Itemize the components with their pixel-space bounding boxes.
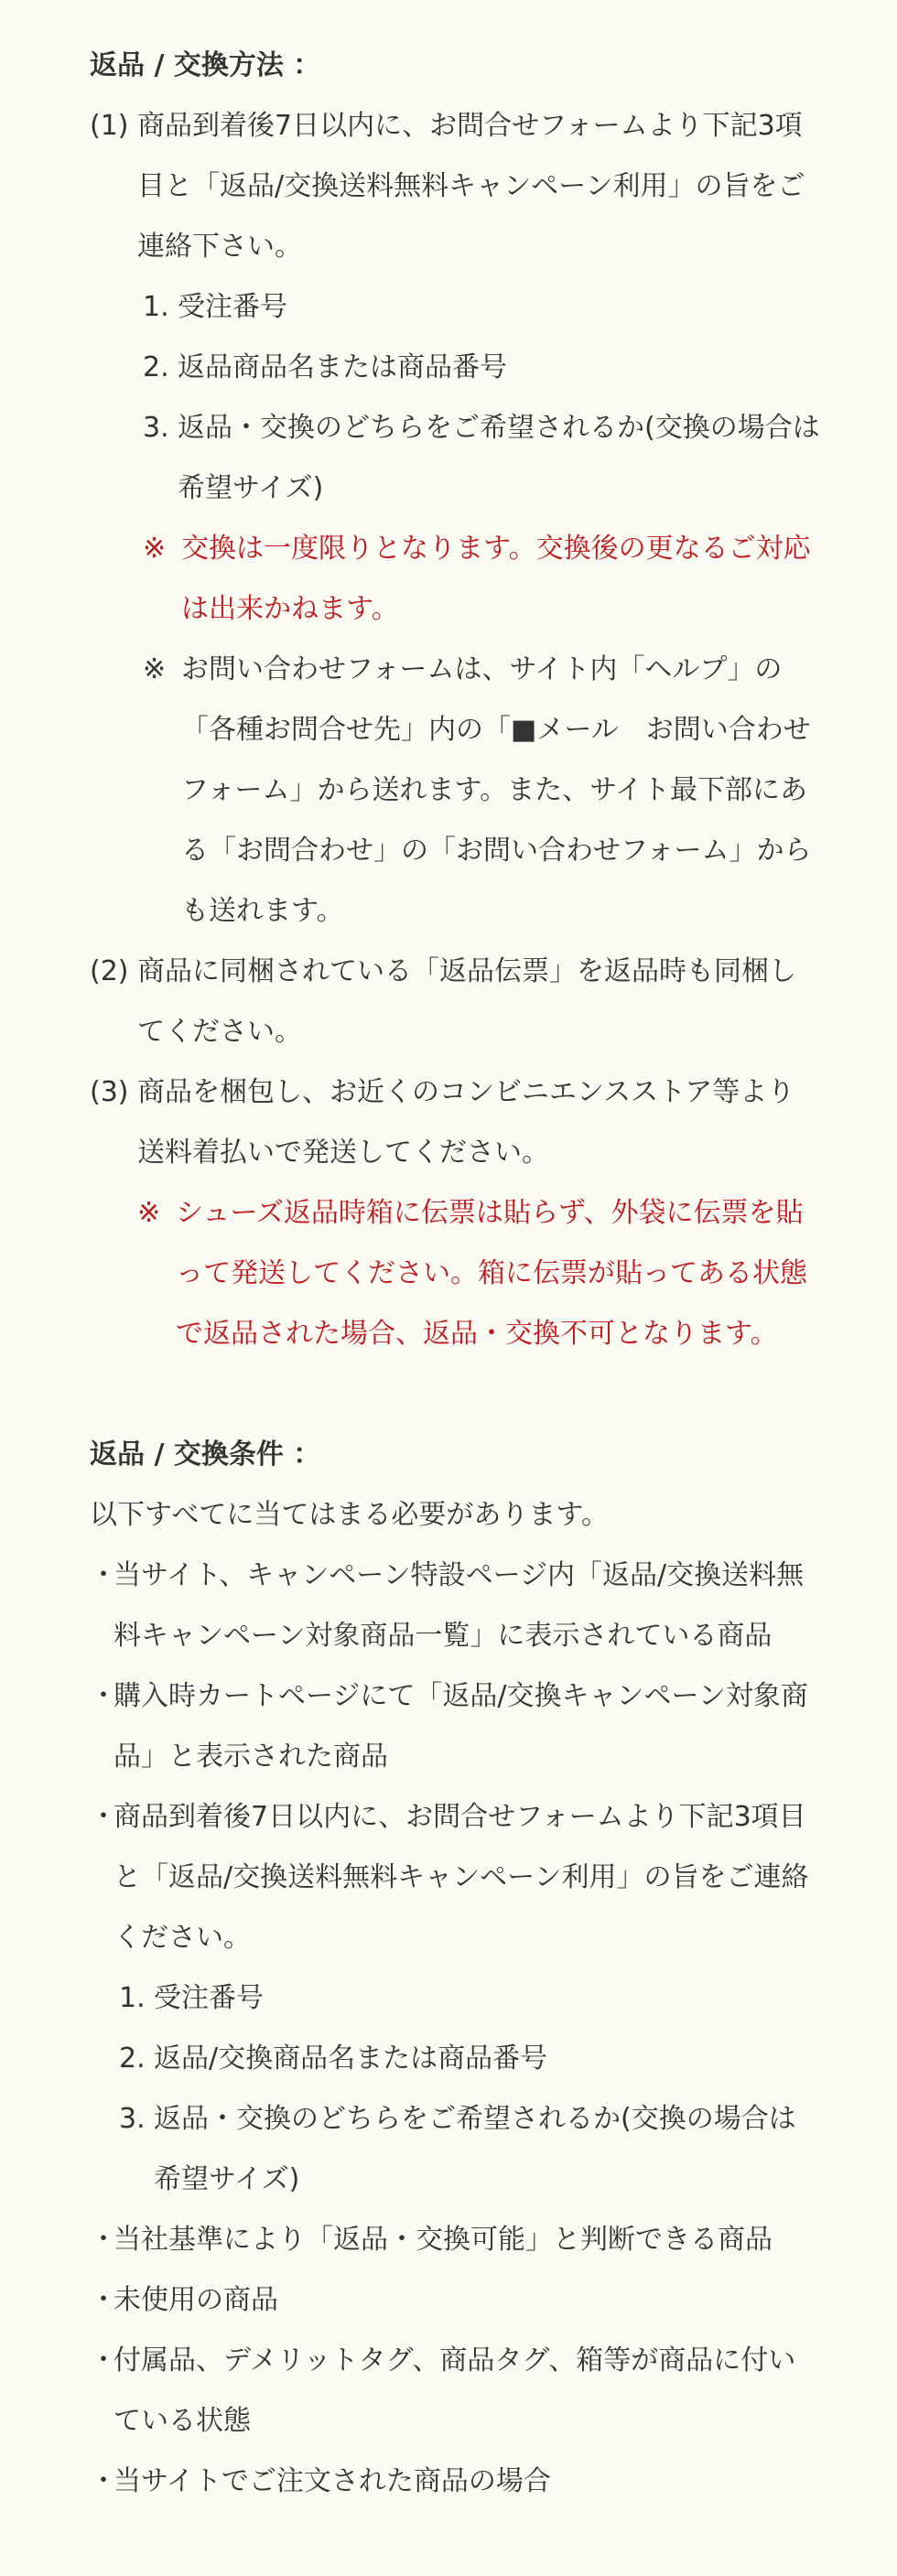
- list-item-text: 返品・交換のどちらをご希望されるか(交換の場合は希望サイズ): [178, 412, 820, 504]
- list-item: [143, 277, 822, 338]
- step-3-details: [137, 1183, 822, 1364]
- list-item-text: 当社基準により「返品・交換可能」と判断できる商品: [113, 2224, 773, 2256]
- step-3: [90, 1062, 822, 1183]
- note-mark: ※: [137, 1197, 161, 1229]
- bullet-mark: ・: [90, 1680, 117, 1712]
- bullet-mark: ・: [90, 2344, 117, 2377]
- step-label: (3): [90, 1076, 129, 1108]
- return-conditions-heading: 返品 / 交換条件 ：: [90, 1439, 321, 1471]
- note-text: お問い合わせフォームは、サイト内「ヘルプ」の「各種お問合せ先」内の「■メール お問い合わせフォーム」から送れます。また、サイト最下部にある「お問合わせ」の「お問い合わせフォーム」からも送れます。: [181, 653, 812, 927]
- step-1-details: [143, 277, 822, 942]
- list-item-number: 3.: [119, 2103, 146, 2135]
- list-item-text: 返品・交換のどちらをご希望されるか(交換の場合は希望サイズ): [154, 2103, 796, 2195]
- list-item: [119, 2089, 822, 2210]
- list-item: [90, 1787, 822, 1968]
- bullet-mark: ・: [90, 2465, 117, 2497]
- step-1: [90, 96, 822, 277]
- section-spacer: [90, 1364, 822, 1425]
- step-text: 商品到着後7日以内に、お問合せフォームより下記3項目と「返品/交換送料無料キャンペーン利用」の旨をご連絡下さい。: [137, 110, 805, 263]
- list-item-text: 返品/交換商品名または商品番号: [154, 2042, 548, 2075]
- list-item-text: 付属品、デメリットタグ、商品タグ、箱等が商品に付いている状態: [113, 2344, 796, 2437]
- list-item: [119, 2029, 822, 2089]
- bullet-mark: ・: [90, 2284, 117, 2316]
- step-label: (1): [90, 110, 129, 142]
- list-item: [90, 2210, 822, 2270]
- list-item: [90, 1666, 822, 1787]
- list-item: [143, 338, 822, 398]
- list-item-text: 返品商品名または商品番号: [178, 351, 507, 383]
- list-item-number: 2.: [119, 2042, 146, 2075]
- return-policy-document: [90, 36, 822, 2512]
- list-item-text: 商品到着後7日以内に、お問合せフォームより下記3項目と「返品/交換送料無料キャンペーン利用」の旨をご連絡ください。: [113, 1801, 809, 1954]
- shoe-return-notice: [137, 1183, 822, 1364]
- bullet-mark: ・: [90, 1801, 117, 1833]
- step-text: 商品を梱包し、お近くのコンビニエンスストア等より送料着払いで発送してください。: [137, 1076, 795, 1169]
- list-item: [90, 1546, 822, 1666]
- step-2: [90, 942, 822, 1062]
- contact-form-note: [143, 640, 822, 942]
- list-item-text: 当サイト、キャンペーン特設ページ内「返品/交換送料無料キャンペーン対象商品一覧」に表示されている商品: [113, 1559, 805, 1652]
- bullet-mark: ・: [90, 1559, 117, 1591]
- list-item-text: 受注番号: [178, 291, 287, 323]
- list-item-number: 3.: [143, 412, 169, 444]
- list-item-number: 1.: [119, 1982, 146, 2014]
- list-item: [143, 398, 822, 519]
- note-mark: ※: [143, 533, 167, 565]
- conditions-sub-list: [119, 1968, 822, 2210]
- list-item: [90, 2452, 822, 2512]
- list-item: [119, 1968, 822, 2029]
- note-text: 交換は一度限りとなります。交換後の更なるご対応は出来かねます。: [181, 533, 811, 625]
- list-item: [90, 2331, 822, 2452]
- list-item-text: 未使用の商品: [113, 2284, 278, 2316]
- bullet-mark: ・: [90, 2224, 117, 2256]
- list-item-text: 受注番号: [154, 1982, 264, 2014]
- list-item: [90, 2270, 822, 2331]
- exchange-limit-notice: [143, 519, 822, 640]
- list-item-number: 1.: [143, 291, 169, 323]
- step-text: 商品に同梱されている「返品伝票」を返品時も同梱してください。: [137, 955, 796, 1048]
- note-mark: ※: [143, 653, 167, 685]
- list-item-text: 購入時カートページにて「返品/交換キャンペーン対象商品」と表示された商品: [113, 1680, 808, 1773]
- return-method-heading: 返品 / 交換方法 ：: [90, 49, 321, 81]
- list-item-number: 2.: [143, 351, 169, 383]
- list-item-text: 当サイトでご注文された商品の場合: [113, 2465, 551, 2497]
- note-text: シューズ返品時箱に伝票は貼らず、外袋に伝票を貼って発送してください。箱に伝票が貼ってある状態で返品された場合、返品・交換不可となります。: [176, 1197, 807, 1350]
- step-label: (2): [90, 955, 129, 987]
- return-conditions-intro: 以下すべてに当てはまる必要があります。: [90, 1499, 609, 1531]
